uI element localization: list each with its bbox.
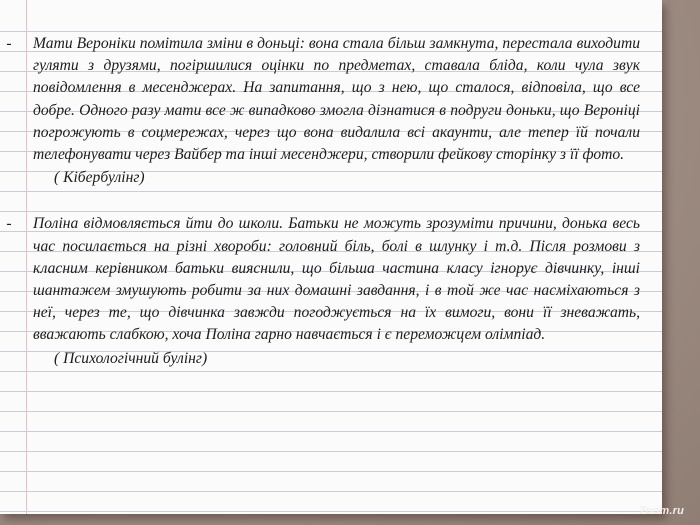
- bullet-dash: -: [6, 215, 12, 233]
- case-item-psychological-bullying: [6, 213, 640, 369]
- case-text: Поліна відмовляється йти до школи. Батьки не можуть зрозуміти причини, донька весь час посилається на різні хвороби: головний біль, болі в шлунку і т.д. Після розмови з класним керівником батьки вияснили, що більша частина класу ігнорує дівчинку, інші шантажем змушують робити за них домашні завдання, і в той же час насміхаються з неї, через те, що дівчинка завжди погоджується на їх вимоги, вони її зневажать, вважають слабкою, хоча Поліна гарно навчається і є переможцем олімпіад.: [33, 215, 640, 344]
- watermark-logo: 7oom.ru: [639, 505, 684, 517]
- case-text: Мати Вероніки помітила зміни в доньці: вона стала більш замкнута, перестала виходити гуляти з друзями, погіршилися оцінки по предметах, ставала бліда, коли чула звук повідомлення в месенджерах. На запитання, що з нею, що сталося, відповіла, що все добре. Одного разу мати все ж випадково змогла дізнатися в подруги доньки, що Вероніці погрожують в соцмережах, через що вона видалила всі акаунти, але тепер їй почали телефонувати через Вайбер та інші месенджери, створили фейкову сторінку з її фото.: [33, 35, 640, 164]
- case-item-cyberbullying: [6, 33, 640, 189]
- bullet-dash: -: [6, 35, 12, 52]
- slide-content: [6, 33, 640, 370]
- case-category: ( Психологічний булінг): [54, 349, 208, 367]
- case-category: ( Кібербулінг): [54, 169, 145, 187]
